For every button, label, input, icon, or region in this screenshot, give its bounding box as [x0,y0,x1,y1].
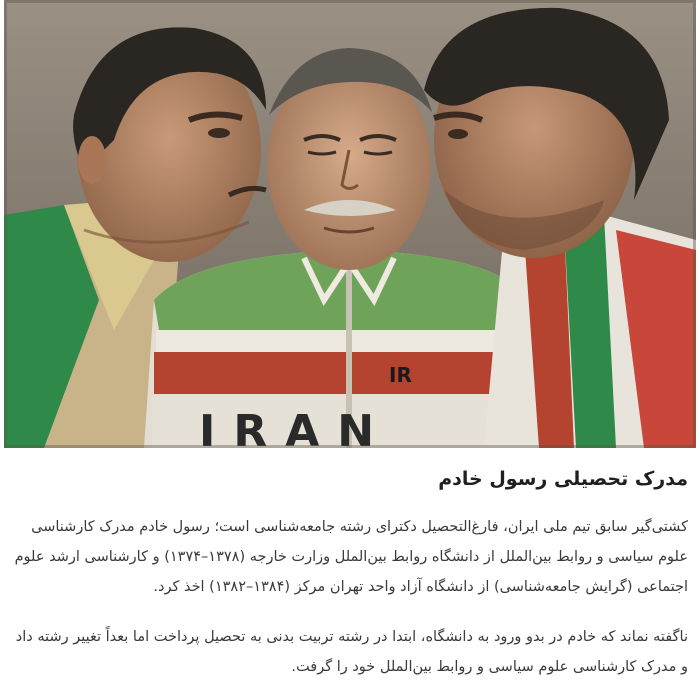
article-body [12,448,688,682]
article-photo [4,0,696,448]
article-paragraph: ناگفته نماند که خادم در بدو ورود به دانشگاه، ابتدا در رشته تربیت بدنی به تحصیل پرداخت اما بعداً تغییر رشته داد و مدرک کارشناسی علوم سیاسی و روابط بین‌الملل خود را گرفت. [15,629,688,675]
jersey-badge: IR [389,363,412,387]
article-heading: مدرک تحصیلی رسول خادم [438,468,688,490]
jersey-text: IRAN [199,406,393,448]
article-paragraph: کشتی‌گیر سابق تیم ملی ایران، فارغ‌التحصیل دکترای رشته جامعه‌شناسی است؛ رسول خادم مدرک کارشناسی علوم سیاسی و روابط بین‌الملل از دانشگاه روابط بین‌الملل وزارت خارجه (۱۳۷۸–۱۳۷۴) و کارشناسی ارشد علوم اجتماعی (گرایش جامعه‌شناسی) از دانشگاه آزاد واحد تهران مرکز (۱۳۸۴–۱۳۸۲) اخذ کرد. [14,519,688,595]
